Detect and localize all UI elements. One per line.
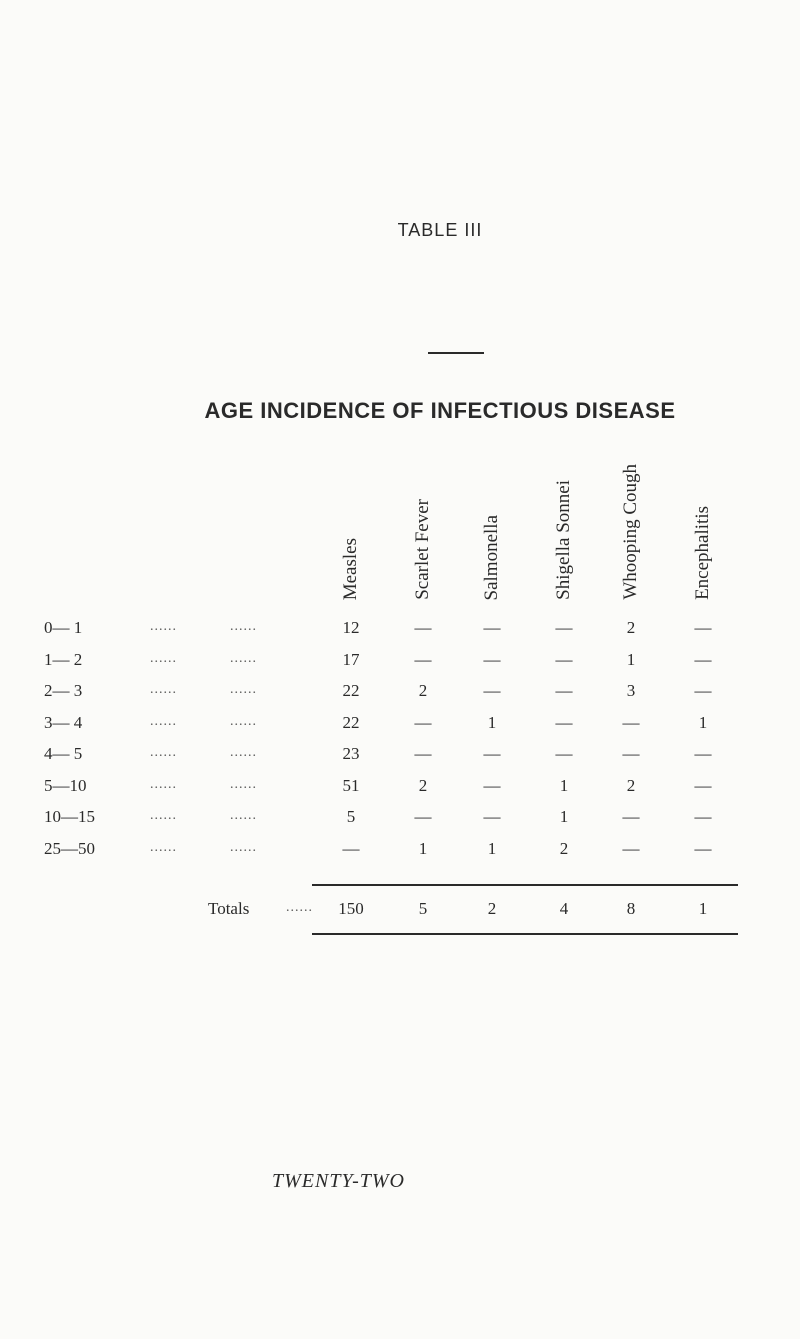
table-cell: —: [694, 649, 712, 669]
table-cell: —: [483, 618, 501, 637]
table-cell: —: [622, 838, 640, 858]
table-cell: —: [694, 618, 712, 637]
leader-dots: ......: [150, 682, 177, 697]
leader-dots: ......: [150, 776, 177, 792]
age-group-label: 0— 1: [44, 618, 83, 637]
leader-dots: ......: [150, 650, 177, 666]
totals-cell: 4: [559, 899, 569, 918]
totals-cell: 150: [338, 899, 364, 918]
table-cell: —: [622, 807, 640, 826]
leader-dots: ......: [230, 776, 257, 792]
leader-dots: ......: [150, 839, 177, 855]
table-cell: —: [414, 712, 432, 732]
column-header: [620, 425, 644, 600]
table-cell: —: [555, 681, 573, 700]
age-group-label: 25—50: [44, 838, 95, 858]
leader-dots: ......: [150, 745, 177, 760]
table-cell: 1: [487, 712, 497, 732]
table-cell: —: [483, 775, 501, 795]
table-cell: 5: [346, 807, 356, 826]
totals-cell: 2: [487, 899, 497, 918]
table-cell: 2: [626, 775, 636, 795]
table-cell: —: [342, 838, 360, 858]
table-cell: —: [414, 649, 432, 669]
table-cell: 51: [342, 775, 360, 795]
table-cell: —: [483, 744, 501, 763]
age-group-label: 1— 2: [44, 649, 83, 669]
table-cell: —: [622, 744, 640, 763]
table-cell: —: [483, 807, 501, 826]
totals-top-rule: [312, 884, 738, 886]
table-cell: 12: [342, 618, 360, 637]
table-cell: 2: [418, 775, 428, 795]
table-cell: 2: [559, 838, 569, 858]
leader-dots: ......: [150, 808, 177, 823]
totals-label: Totals: [208, 899, 250, 918]
age-group-label: 3— 4: [44, 712, 83, 732]
leader-dots: ......: [230, 650, 257, 666]
table-cell: —: [555, 712, 573, 732]
title-divider: [428, 352, 484, 354]
table-cell: 23: [342, 744, 360, 763]
table-cell: —: [414, 744, 432, 763]
age-group-label: 10—15: [44, 807, 95, 826]
table-cell: —: [694, 775, 712, 795]
leader-dots: ......: [286, 900, 313, 915]
table-cell: 22: [342, 712, 360, 732]
page-title: AGE INCIDENCE OF INFECTIOUS DISEASE: [204, 398, 676, 423]
table-cell: 17: [342, 649, 360, 669]
totals-bottom-rule: [312, 933, 738, 935]
leader-dots: ......: [150, 713, 177, 729]
column-header-label: Salmonella: [481, 514, 502, 600]
table-cell: —: [694, 744, 712, 763]
column-header: [481, 425, 505, 600]
column-header: [412, 425, 436, 600]
column-header-label: Shigella Sonnei: [553, 480, 574, 600]
leader-dots: ......: [230, 745, 257, 760]
table-cell: —: [555, 649, 573, 669]
leader-dots: ......: [230, 808, 257, 823]
table-cell: —: [414, 807, 432, 826]
leader-dots: ......: [230, 619, 257, 634]
table-cell: 2: [418, 681, 428, 700]
column-header: [340, 425, 364, 600]
table-cell: —: [414, 618, 432, 637]
page-number-footer: TWENTY-TWO: [272, 1170, 405, 1192]
table-cell: —: [555, 618, 573, 637]
totals-cell: 8: [626, 899, 636, 918]
totals-cell: 5: [418, 899, 428, 918]
leader-dots: ......: [230, 839, 257, 855]
table-cell: —: [622, 712, 640, 732]
table-cell: 1: [418, 838, 428, 858]
table-cell: —: [694, 681, 712, 700]
table-cell: 2: [626, 618, 636, 637]
leader-dots: ......: [150, 619, 177, 634]
column-header-label: Whooping Cough: [620, 464, 641, 600]
age-group-label: 2— 3: [44, 681, 83, 700]
age-group-label: 5—10: [44, 775, 87, 795]
table-cell: —: [694, 838, 712, 858]
column-header-label: Scarlet Fever: [412, 499, 433, 600]
totals-cell: 1: [698, 899, 708, 918]
table-cell: —: [555, 744, 573, 763]
age-group-label: 4— 5: [44, 744, 83, 763]
column-header-label: Measles: [340, 537, 361, 600]
column-header: [553, 425, 577, 600]
leader-dots: ......: [230, 682, 257, 697]
table-cell: 1: [626, 649, 636, 669]
table-cell: 1: [487, 838, 497, 858]
table-cell: 1: [559, 775, 569, 795]
table-cell: 22: [342, 681, 360, 700]
table-cell: 1: [698, 712, 708, 732]
column-header: [692, 425, 716, 600]
table-cell: —: [483, 681, 501, 700]
column-header-label: Encephalitis: [692, 506, 713, 600]
table-number: TABLE III: [397, 220, 483, 240]
leader-dots: ......: [230, 713, 257, 729]
table-cell: —: [483, 649, 501, 669]
table-cell: 3: [626, 681, 636, 700]
table-cell: —: [694, 807, 712, 826]
table-cell: 1: [559, 807, 569, 826]
